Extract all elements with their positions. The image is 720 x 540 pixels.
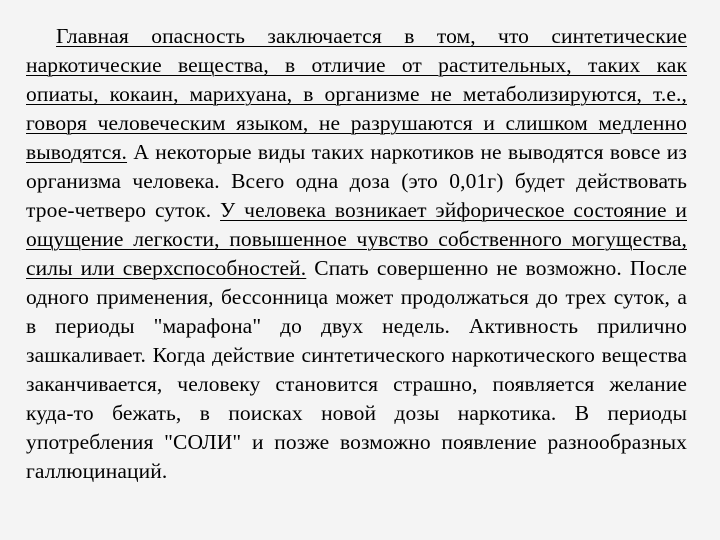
plain-text-2: Спать совершенно не возможно. После одного применения, бессонница может продолжаться до трех суток, а в периоды "марафона" до двух недель. Активность прилично зашкаливает. Когда действие синтетического наркотического вещества заканчивается, человеку становится страшно, появляется желание куда-то бежать, в поисках новой дозы наркотика. В периоды употребления "СОЛИ" и позже возможно появление разнообразных галлюцинаций.: [26, 256, 688, 483]
plain-text-1: А некоторые виды таких наркотиков не выводятся вовсе из организма человека. Всего одна доза (это 0,01г) будет действовать трое-четверо суток.: [26, 140, 687, 222]
body-paragraph: [26, 22, 687, 486]
underlined-text-1: Главная опасность заключается в том, что синтетические наркотические вещества, в отличие от растительных, таких как опиаты, кокаин, марихуана, в организме не метаболизируются, т.е., говоря человеческим языком, не разрушаются и слишком медленно выводятся.: [26, 24, 687, 164]
underlined-text-2: У человека возникает эйфорическое состояние и ощущение легкости, повышенное чувство собственного могущества, силы или сверхспособностей.: [26, 198, 687, 280]
